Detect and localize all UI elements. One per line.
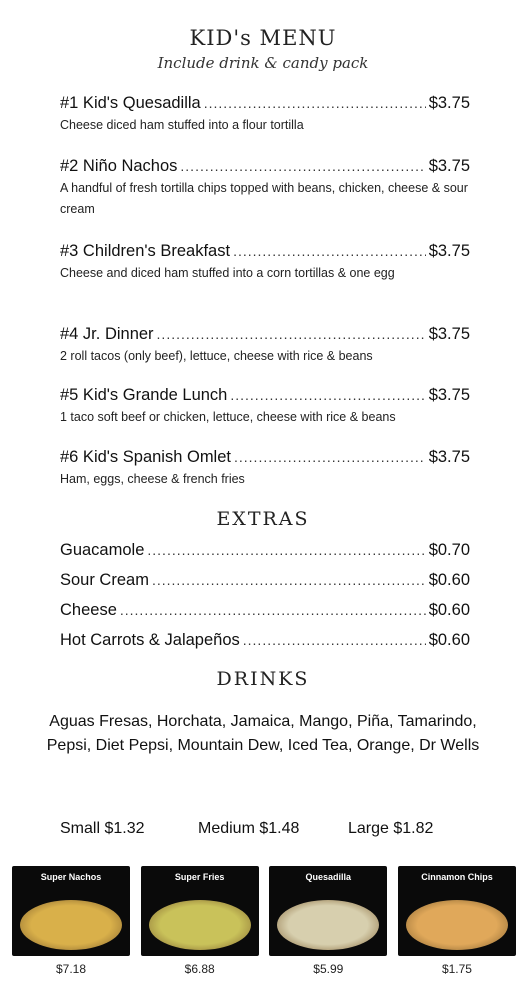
dish-photo xyxy=(12,866,130,956)
menu-item xyxy=(60,386,470,448)
leader-dots xyxy=(180,158,425,174)
leader-dots xyxy=(204,95,426,111)
dish-price: $7.18 xyxy=(55,962,87,976)
item-description: A handful of fresh tortilla chips topped with beans, chicken, cheese & sour cream xyxy=(60,181,468,216)
leader-dots xyxy=(147,542,425,558)
dish-price: $6.88 xyxy=(184,962,215,976)
item-name: Guacamole xyxy=(60,541,145,559)
dish-photo xyxy=(269,866,387,956)
dish-price: $1.75 xyxy=(441,962,472,976)
item-price: $3.75 xyxy=(428,242,470,260)
drinks-list: Aguas Fresas, Horchata, Jamaica, Mango, Piña, Tamarindo, Pepsi, Diet Pepsi, Mountain Dew, Iced Tea, Orange, Dr Wells xyxy=(46,713,480,754)
dish-card xyxy=(12,866,130,976)
dish-card xyxy=(398,866,516,976)
item-description: Ham, eggs, cheese & french fries xyxy=(60,472,245,486)
leader-dots xyxy=(243,632,426,648)
item-price: $3.75 xyxy=(428,448,470,466)
item-name: Sour Cream xyxy=(60,571,149,589)
extras-heading: EXTRAS xyxy=(216,508,310,530)
menu-item xyxy=(60,94,470,157)
size-large: Large $1.82 xyxy=(348,820,434,837)
extra-item xyxy=(60,601,470,631)
item-name: #1 Kid's Quesadilla xyxy=(60,94,201,112)
kids-items-list xyxy=(60,94,470,511)
menu-item xyxy=(60,242,470,325)
dish-label: Cinnamon Chips xyxy=(421,872,493,882)
item-price: $3.75 xyxy=(428,94,470,112)
featured-dishes xyxy=(12,866,516,976)
item-name: #5 Kid's Grande Lunch xyxy=(60,386,228,404)
item-description: Cheese diced ham stuffed into a flour tortilla xyxy=(60,118,304,132)
leader-dots xyxy=(233,243,426,259)
food-plate-icon xyxy=(277,900,379,950)
item-price: $3.75 xyxy=(428,386,470,404)
leader-dots xyxy=(152,572,426,588)
dish-photo xyxy=(141,866,259,956)
item-price: $3.75 xyxy=(428,325,470,343)
dish-label: Super Nachos xyxy=(40,872,102,882)
item-name: #3 Children's Breakfast xyxy=(60,242,231,260)
menu-item xyxy=(60,325,470,386)
item-name: #4 Jr. Dinner xyxy=(60,325,154,343)
item-name: Cheese xyxy=(60,601,117,619)
menu-title: KID's MENU xyxy=(189,26,337,50)
item-price: $0.60 xyxy=(428,571,470,589)
extra-item xyxy=(60,631,470,661)
dish-card xyxy=(141,866,259,976)
dish-price: $5.99 xyxy=(313,962,344,976)
item-description: Cheese and diced ham stuffed into a corn tortillas & one egg xyxy=(60,266,395,280)
item-price: $0.60 xyxy=(428,601,470,619)
drink-sizes xyxy=(60,820,460,838)
leader-dots xyxy=(230,387,425,403)
menu-item xyxy=(60,448,470,511)
item-description: 2 roll tacos (only beef), lettuce, cheese with rice & beans xyxy=(60,349,373,363)
dish-label: Quesadilla xyxy=(305,872,352,882)
size-small: Small $1.32 xyxy=(60,820,145,837)
leader-dots xyxy=(120,602,426,618)
item-name: #2 Niño Nachos xyxy=(60,157,178,175)
item-name: Hot Carrots & Jalapeños xyxy=(60,631,240,649)
dish-card xyxy=(269,866,387,976)
leader-dots xyxy=(157,326,426,342)
size-medium: Medium $1.48 xyxy=(198,820,300,837)
menu-subtitle: Include drink & candy pack xyxy=(157,54,369,72)
food-plate-icon xyxy=(20,900,122,950)
extra-item xyxy=(60,571,470,601)
menu-item xyxy=(60,157,470,242)
dish-label: Super Fries xyxy=(174,872,225,882)
drinks-heading: DRINKS xyxy=(216,668,310,690)
extras-list xyxy=(60,541,470,661)
item-name: #6 Kid's Spanish Omlet xyxy=(60,448,231,466)
dish-photo xyxy=(398,866,516,956)
item-description: 1 taco soft beef or chicken, lettuce, cheese with rice & beans xyxy=(60,410,396,424)
leader-dots xyxy=(234,449,426,465)
food-plate-icon xyxy=(406,900,508,950)
extra-item xyxy=(60,541,470,571)
item-price: $0.60 xyxy=(428,631,470,649)
food-plate-icon xyxy=(149,900,251,950)
item-price: $0.70 xyxy=(428,541,470,559)
item-price: $3.75 xyxy=(428,157,470,175)
